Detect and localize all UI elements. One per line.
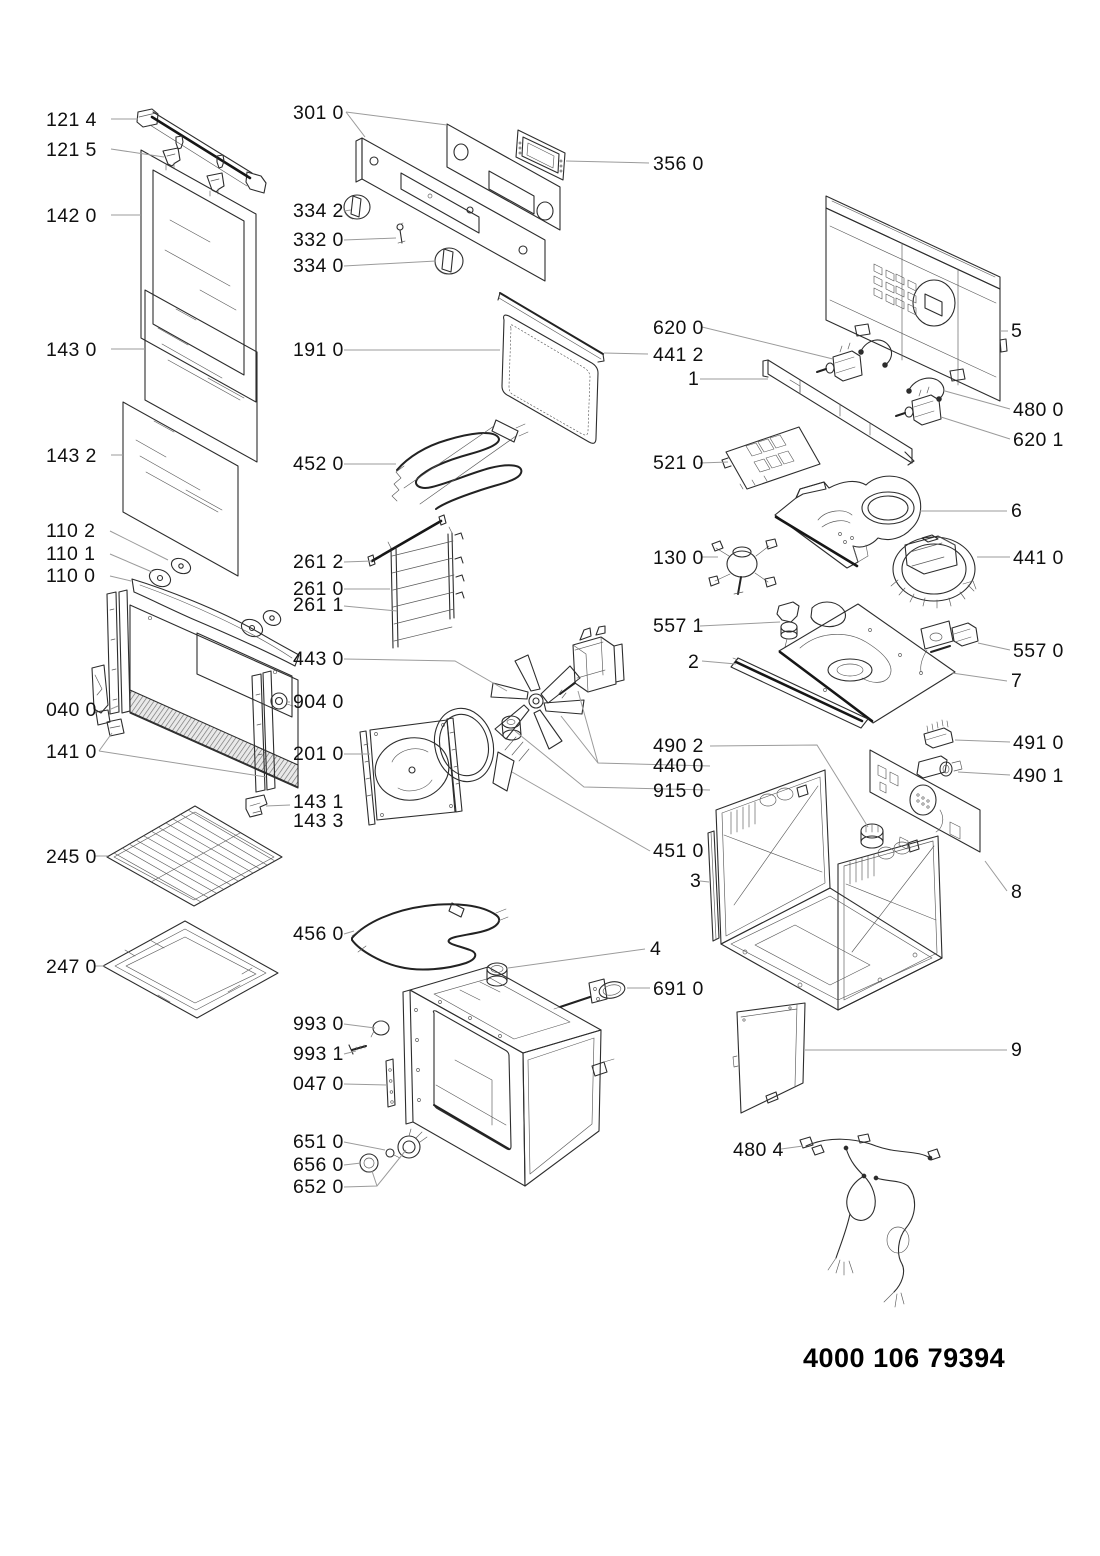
leader-line-557-1 bbox=[700, 622, 780, 626]
leader-line-651-0 bbox=[344, 1142, 385, 1150]
leader-line-993-1 bbox=[344, 1051, 356, 1054]
wire-shelf-rack bbox=[107, 806, 282, 906]
leader-line-8 bbox=[985, 861, 1007, 891]
part-label-130-0: 130 0 bbox=[653, 547, 704, 569]
part-label-141-0: 141 0 bbox=[46, 741, 97, 763]
part-label-452-0: 452 0 bbox=[293, 453, 344, 475]
part-label-245-0: 245 0 bbox=[46, 846, 97, 868]
thermostat-557-0 bbox=[920, 621, 979, 675]
part-label-332-0: 332 0 bbox=[293, 229, 344, 251]
fan-motor bbox=[558, 626, 624, 698]
part-label-490-2: 490 2 bbox=[653, 735, 704, 757]
power-board-521-0 bbox=[722, 427, 820, 489]
leader-line-443-0 bbox=[344, 659, 507, 691]
part-label-491-0: 491 0 bbox=[1013, 732, 1064, 754]
part-label-143-3: 143 3 bbox=[293, 810, 344, 832]
bottom-panel-9 bbox=[733, 1003, 805, 1113]
part-label-915-0: 915 0 bbox=[653, 780, 704, 802]
cooling-fan-441-0 bbox=[891, 535, 976, 608]
part-labels bbox=[46, 102, 1064, 1198]
door-top-trim bbox=[132, 579, 299, 666]
part-label-110-0: 110 0 bbox=[46, 565, 96, 587]
leader-line-110-0 bbox=[110, 576, 131, 581]
part-label-261-1: 261 1 bbox=[293, 594, 344, 616]
part-label-142-0: 142 0 bbox=[46, 205, 97, 227]
part-label-451-0: 451 0 bbox=[653, 840, 704, 862]
part-label-301-0: 301 0 bbox=[293, 102, 344, 124]
leader-line-557-0 bbox=[978, 643, 1010, 650]
part-label-247-0: 247 0 bbox=[46, 956, 97, 978]
leader-line-491-0 bbox=[955, 740, 1010, 742]
leader-line-441-2 bbox=[604, 353, 648, 354]
lower-heating-element bbox=[352, 903, 508, 970]
leader-line-356-0 bbox=[566, 161, 649, 163]
leader-line-143-1 bbox=[266, 805, 290, 806]
inner-door-panel bbox=[92, 590, 298, 817]
door-middle-glass bbox=[145, 290, 257, 462]
display-module bbox=[516, 130, 565, 180]
part-label-620-0: 620 0 bbox=[653, 317, 704, 339]
leader-line-993-0 bbox=[344, 1024, 375, 1028]
vent-bung-4 bbox=[487, 963, 507, 986]
grill-element bbox=[392, 420, 528, 509]
part-label-652-0: 652 0 bbox=[293, 1176, 344, 1198]
ring-heating-element bbox=[427, 702, 529, 791]
leader-line-121-5 bbox=[111, 149, 164, 157]
control-knob-334-2 bbox=[344, 195, 370, 219]
leader-line-047-0 bbox=[344, 1084, 387, 1085]
door-gasket bbox=[502, 315, 598, 443]
part-label-201-0: 201 0 bbox=[293, 743, 344, 765]
part-label-441-2: 441 2 bbox=[653, 344, 704, 366]
air-duct-6 bbox=[775, 476, 921, 568]
door-outer-glass bbox=[141, 150, 256, 402]
leader-line-7 bbox=[952, 673, 1007, 681]
shelf-rails bbox=[368, 515, 464, 648]
part-label-443-0: 443 0 bbox=[293, 648, 344, 670]
part-label-557-0: 557 0 bbox=[1013, 640, 1064, 662]
leader-line-451-0 bbox=[512, 772, 650, 851]
leader-line-490-1 bbox=[958, 772, 1010, 775]
outer-casing bbox=[716, 770, 942, 1010]
part-label-121-4: 121 4 bbox=[46, 109, 97, 131]
part-label-656-0: 656 0 bbox=[293, 1154, 344, 1176]
document-code: 4000 106 79394 bbox=[803, 1343, 1006, 1373]
part-label-143-2: 143 2 bbox=[46, 445, 97, 467]
part-label-521-0: 521 0 bbox=[653, 452, 704, 474]
part-label-620-1: 620 1 bbox=[1013, 429, 1064, 451]
rear-lower-panel-8 bbox=[870, 750, 980, 852]
leader-line-261-2 bbox=[344, 561, 372, 562]
gasket-rod-441-2 bbox=[498, 293, 604, 362]
part-label-480-0: 480 0 bbox=[1013, 399, 1064, 421]
part-label-191-0: 191 0 bbox=[293, 339, 344, 361]
part-label-040-0: 040 0 bbox=[46, 699, 97, 721]
part-label-143-1: 143 1 bbox=[293, 791, 344, 813]
leader-line-3 bbox=[700, 881, 709, 882]
spacer-915-0 bbox=[502, 716, 521, 740]
part-label-261-0: 261 0 bbox=[293, 578, 344, 600]
part-label-356-0: 356 0 bbox=[653, 153, 704, 175]
part-label-334-0: 334 0 bbox=[293, 255, 344, 277]
control-knob-334-0 bbox=[435, 248, 463, 274]
front-trim-2 bbox=[731, 658, 868, 728]
leader-line-652-0 bbox=[372, 1171, 377, 1186]
part-label-490-1: 490 1 bbox=[1013, 765, 1064, 787]
terminal-block-491-0 bbox=[924, 720, 953, 748]
leader-line-040-0 bbox=[111, 706, 118, 709]
leader-line-2 bbox=[702, 661, 736, 664]
fan-blade bbox=[491, 655, 584, 749]
part-label-441-0: 441 0 bbox=[1013, 547, 1064, 569]
screw-boss-993-0 bbox=[371, 1021, 389, 1037]
part-label-9: 9 bbox=[1011, 1039, 1023, 1061]
thermal-switch-620-1 bbox=[896, 387, 941, 425]
leader-line-110-2 bbox=[110, 531, 168, 560]
part-label-7: 7 bbox=[1011, 670, 1023, 692]
control-panel bbox=[356, 124, 560, 281]
part-label-557-1: 557 1 bbox=[653, 615, 704, 637]
part-label-143-0: 143 0 bbox=[46, 339, 97, 361]
leader-line-141-0 bbox=[99, 733, 112, 751]
leader-line-334-0 bbox=[344, 261, 436, 266]
part-label-8: 8 bbox=[1011, 881, 1023, 903]
wiring-harness-480-4 bbox=[800, 1134, 940, 1307]
leader-line-261-1 bbox=[344, 606, 397, 611]
part-label-261-2: 261 2 bbox=[293, 551, 344, 573]
part-label-047-0: 047 0 bbox=[293, 1073, 344, 1095]
leader-line-620-0 bbox=[702, 327, 833, 359]
mounting-rail-1 bbox=[763, 360, 914, 465]
leader-line-480-4 bbox=[781, 1146, 803, 1149]
vent-cap-490-2 bbox=[861, 824, 883, 848]
part-label-2: 2 bbox=[688, 651, 700, 673]
part-label-3: 3 bbox=[690, 870, 702, 892]
part-label-4: 4 bbox=[650, 938, 662, 960]
screw-993-1 bbox=[349, 1045, 366, 1054]
leader-line-332-0 bbox=[344, 238, 396, 240]
part-label-110-1: 110 1 bbox=[46, 543, 96, 565]
baking-tray bbox=[103, 921, 278, 1018]
part-label-121-5: 121 5 bbox=[46, 139, 97, 161]
leader-line-301-0 bbox=[346, 112, 365, 137]
part-label-1: 1 bbox=[688, 368, 700, 390]
lamp-lens-656-0 bbox=[360, 1154, 378, 1172]
wire-480-0 bbox=[907, 378, 944, 401]
part-label-456-0: 456 0 bbox=[293, 923, 344, 945]
part-label-334-2: 334 2 bbox=[293, 200, 344, 222]
leader-line-620-1 bbox=[941, 417, 1010, 439]
thermal-switch-620-0 bbox=[817, 340, 892, 381]
rear-panel-5 bbox=[826, 196, 1007, 401]
part-label-904-0: 904 0 bbox=[293, 691, 344, 713]
part-label-651-0: 651 0 bbox=[293, 1131, 344, 1153]
part-label-993-0: 993 0 bbox=[293, 1013, 344, 1035]
part-label-110-2: 110 2 bbox=[46, 520, 96, 542]
leader-line-656-0 bbox=[344, 1163, 361, 1165]
hinge-discs bbox=[147, 555, 283, 639]
part-label-5: 5 bbox=[1011, 320, 1023, 342]
bracket-490-1 bbox=[917, 756, 962, 778]
part-label-993-1: 993 1 bbox=[293, 1043, 344, 1065]
cavity-top-plate-7 bbox=[779, 602, 955, 723]
leader-line-490-2 bbox=[710, 745, 868, 827]
leader-line-301-0 bbox=[346, 112, 447, 125]
leader-line-334-2 bbox=[344, 210, 351, 211]
door-inner-glass bbox=[123, 402, 238, 576]
spacer-strip-047-0 bbox=[386, 1059, 395, 1107]
part-label-691-0: 691 0 bbox=[653, 978, 704, 1000]
lamp-part-332-0 bbox=[397, 223, 405, 243]
probe-691-0 bbox=[554, 979, 626, 1009]
part-label-440-0: 440 0 bbox=[653, 755, 704, 777]
leader-line-456-0 bbox=[344, 931, 354, 934]
oven-motor-130-0 bbox=[709, 539, 777, 594]
door-handle-assembly bbox=[137, 109, 266, 196]
leader-lines bbox=[94, 112, 1010, 1187]
leader-line-521-0 bbox=[700, 462, 728, 463]
lamp-assembly-651-0 bbox=[386, 1129, 427, 1158]
leader-line-4 bbox=[508, 949, 645, 968]
part-label-6: 6 bbox=[1011, 500, 1023, 522]
leader-line-440-0 bbox=[561, 716, 598, 763]
leader-line-110-1 bbox=[110, 554, 152, 572]
part-label-480-4: 480 4 bbox=[733, 1139, 784, 1161]
thermostat-557-1 bbox=[777, 602, 799, 647]
